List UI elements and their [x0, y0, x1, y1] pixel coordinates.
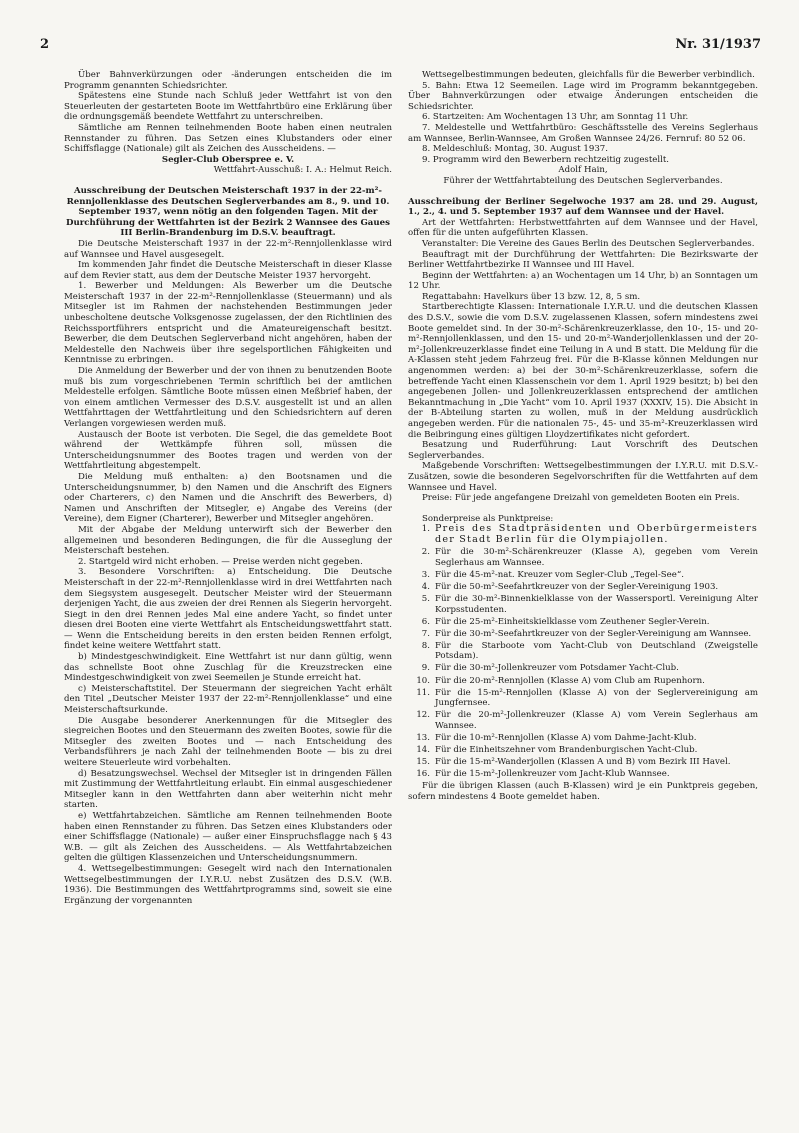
issue-number: Nr. 31/1937: [675, 37, 761, 52]
prize-item: [408, 663, 758, 674]
paragraph: 5. Bahn: Etwa 12 Seemeilen. Lage wird im Programm bekanntgegeben. Über Bahnverkürzungen oder etwaige Änderungen entscheiden die Schiedsrichter.: [408, 80, 758, 112]
paragraph: 8. Meldeschluß: Montag, 30. August 1937.: [422, 144, 608, 155]
paragraph: Wettsegelbestimmungen bedeuten, gleichfalls für die Bewerber verbindlich.: [422, 70, 755, 80]
paragraph: Veranstalter: Die Vereine des Gaues Berlin des Deutschen Seglerverbandes.: [422, 238, 755, 249]
prize-number: 10.: [416, 675, 430, 686]
prize-text: Für die 20-m²-Rennjollen (Klasse A) vom Club am Rupenhorn.: [435, 675, 705, 686]
prize-text: Für die 20-m²-Jollenkreuzer (Klasse A) vom Verein Seglerhaus am Wannsee.: [435, 710, 758, 731]
paragraph: Maßgebende Vorschriften: Wettsegelbestimmungen der I.Y.R.U. mit D.S.V.-Zusätzen, sowie die besonderen Segelvorschriften für die Wettfahrten auf dem Wannsee und Havel.: [408, 461, 758, 493]
paragraph: 4. Wettsegelbestimmungen: Gesegelt wird nach den Internationalen Wettsegelbestimmungen der I.Y.R.U. nebst Zusätzen des D.S.V. (W.B. 1936). Die Bestimmungen des Wettfahrtprogramms sind, soweit sie eine Ergänzung der vorgenannten: [64, 863, 392, 906]
paragraph: Beauftragt mit der Durchführung der Wettfahrten: Die Bezirkswarte der Berliner Wettfahrtbezirke II Wannsee und III Havel.: [408, 249, 758, 271]
prize-number: 16.: [416, 769, 430, 780]
prize-number: 7.: [421, 628, 430, 639]
paragraph: Über Bahnverkürzungen oder -änderungen entscheiden die im Programm genannten Schiedsrichter.: [64, 70, 392, 91]
prize-number: 2.: [421, 547, 430, 558]
left-column: [64, 70, 392, 906]
paragraph: Ausschreibung der Berliner Segelwoche 1937 am 28. und 29. August, 1., 2., 4. und 5. September 1937 auf dem Wannsee und der Havel.: [408, 196, 758, 218]
prize-text: Für die Einheitszehner vom Brandenburgischen Yacht-Club.: [435, 745, 698, 756]
prize-text: Für die 15-m²-Jollenkreuzer vom Jacht-Klub Wannsee.: [435, 769, 670, 780]
prize-text: Für die 15-m²-Rennjollen (Klasse A) von der Seglervereinigung am Jungfernsee.: [435, 687, 758, 709]
prize-item: [408, 733, 758, 744]
prize-item: [408, 688, 758, 709]
paragraph: Adolf Hain,: [558, 165, 608, 176]
right-column: [408, 70, 758, 803]
paragraph: Führer der Wettfahrtabteilung des Deutschen Seglerverbandes.: [443, 175, 723, 186]
paragraph: Spätestens eine Stunde nach Schluß jeder Wettfahrt ist von den Steuerleuten der gestarteten Boote im Wettfahrtbüro eine Erklärung über die ordnungsgemäß beendete Wettfahrt zu unterschreiben.: [64, 91, 392, 123]
paragraph: 1. Bewerber und Meldungen: Als Bewerber um die Deutsche Meisterschaft 1937 in der 22-m²-Rennjollenklasse (Steuermann) und als Mitsegler ist im Rahmen der nachstehenden Bestimmungen jeder unbescholtene deutsche Volksgenosse zugelassen, der den Richtlinien des Reichssportführers entspricht und die Amateureigenschaft besitzt. Bewerber, die dem Deutschen Seglerverband nicht angehören, haben der Meldestelle den Nachweis über ihre segelsportlichen Fähigkeiten und Kenntnisse zu erbringen.: [64, 281, 392, 366]
prize-number: 13.: [416, 733, 430, 744]
prize-number: 4.: [421, 581, 430, 592]
prize-number: 12.: [416, 710, 430, 721]
spacer: [64, 176, 392, 186]
prize-text: Für die 30-m²-Schärenkreuzer (Klasse A), gegeben vom Verein Seglerhaus am Wannsee.: [435, 547, 758, 568]
paragraph: 9. Programm wird den Bewerbern rechtzeitig zugestellt.: [422, 154, 670, 165]
prize-number: 11.: [416, 687, 430, 698]
paragraph: 7. Meldestelle und Wettfahrtbüro: Geschäftsstelle des Vereins Seglerhaus am Wannsee, Berlin-Wannsee, Am Großen Wannsee 24/26. Fernruf: 80 52 06.: [408, 122, 758, 144]
prize-number: 9.: [421, 663, 430, 674]
paragraph: Preise: Für jede angefangene Dreizahl von gemeldeten Booten ein Preis.: [422, 493, 740, 504]
spacer: [408, 187, 758, 197]
paragraph: c) Meisterschaftstitel. Der Steuermann der siegreichen Yacht erhält den Titel „Deutscher Meister 1937 der 22-m²-Rennjollenklasse“ und eine Meisterschaftsurkunde.: [64, 683, 392, 716]
prize-text: Für die 15-m²-Wanderjollen (Klassen A und B) vom Bezirk III Havel.: [435, 757, 731, 768]
paragraph: Regattabahn: Havelkurs über 13 bzw. 12, 8, 5 sm.: [422, 291, 641, 302]
paragraph: 2. Startgeld wird nicht erhoben. — Preise werden nicht gegeben.: [78, 556, 363, 567]
paragraph: Ausschreibung der Deutschen Meisterschaft 1937 in der 22-m²-Rennjollenklasse des Deutschen Seglerverbandes am 8., 9. und 10. September 1937, wenn nötig an den folgenden Tagen. Mit der Durchführung der Wettfahrten ist der Bezirk 2 Wannsee des Gaues III Berlin-Brandenburg im D.S.V. beauftragt.: [66, 185, 390, 239]
paragraph: Die Meldung muß enthalten: a) den Bootsnamen und die Unterscheidungsnummer, b) den Namen und die Anschrift des Eigners oder Charterers, c) den Namen und die Anschrift des Bewerbers, d) Namen und Anschriften der Mitsegler, e) Angabe des Vereins (der Vereine), dem Eigner (Charterer), Bewerber und Mitsegler angehören.: [64, 471, 392, 525]
paragraph: Die Deutsche Meisterschaft 1937 in der 22-m²-Rennjollenklasse wird auf Wannsee und Havel ausgesegelt.: [64, 238, 392, 260]
paragraph: d) Besatzungswechsel. Wechsel der Mitsegler ist in dringenden Fällen mit Zustimmung der Wettfahrtleitung erlaubt. Ein einmal ausgeschiedener Mitsegler kann in den Wettfahrten dann aber weiterhin nicht mehr starten.: [64, 768, 392, 811]
prize-text: Für die Starboote vom Yacht-Club von Deutschland (Zweigstelle Potsdam).: [435, 640, 758, 662]
prize-text: Für die 45-m²-nat. Kreuzer vom Segler-Club „Tegel-See“.: [435, 569, 684, 580]
page-number: 2: [40, 37, 50, 52]
paragraph: Segler-Club Oberspree e. V.: [161, 154, 295, 165]
paragraph: Die Ausgabe besonderer Anerkennungen für die Mitsegler des siegreichen Bootes und den Steuermann des zweiten Bootes, sowie für die Mitsegler des zweiten Bootes und — nach Entscheidung des Verbandsführers je nach Zahl der teilnehmenden Boote — bis zu drei weitere Steuerleute wird vorbehalten.: [64, 715, 392, 768]
prize-item: [408, 547, 758, 568]
paragraph: Art der Wettfahrten: Herbstwettfahrten auf dem Wannsee und der Havel, offen für die unten aufgeführten Klassen.: [408, 217, 758, 239]
prize-item: [408, 641, 758, 662]
paragraph: b) Mindestgeschwindigkeit. Eine Wettfahrt ist nur dann gültig, wenn das schnellste Boot ohne Zuschlag für die Kreuzstrecken eine Mindestgeschwindigkeit von zwei Seemeilen je Stunde erreicht hat.: [64, 652, 392, 684]
paragraph: Sonderpreise als Punktpreise:: [422, 513, 554, 524]
paragraph: 6. Startzeiten: Am Wochentagen 13 Uhr, am Sonntag 11 Uhr.: [422, 112, 689, 123]
prize-item: [408, 676, 758, 687]
paragraph: Startberechtigte Klassen: Internationale I.Y.R.U. und die deutschen Klassen des D.S.V., sowie die vom D.S.V. zugelassenen Klassen, sofern mindestens zwei Boote gemeldet sind. In der 30-m²-Schärenkreuzerklasse, den 10-, 15- und 20-m²-Rennjollenklassen, und den 15- und 20-m²-Wanderjollenklassen und der 20-m²-Jollenkreuzerklasse findet eine Teilung in A und B statt. Die Meldung für die A-Klassen steht jedem Fahrzeug frei. Für die B-Klasse können Meldungen nur angenommen werden: a) bei der 30-m²-Schärenkreuzerklasse, sofern die betreffende Yacht einen Klassenschein vor dem 1. April 1929 besitzt; b) bei den angegebenen Jollen- und Jollenkreuzerklassen entsprechend der amtlichen Bekanntmachung in „Die Yacht“ vom 10. April 1937 (XXXIV, 15). Die Absicht in der B-Abteilung starten zu wollen, muß in der Meldung ausdrücklich angegeben werden. Für die nationalen 75-, 45- und 35-m²-Kreuzerklassen wird die Beibringung eines gültigen Lloydzertifikates nicht gefordert.: [408, 302, 758, 440]
prize-item: [408, 582, 758, 593]
prize-item: [408, 617, 758, 628]
prize-item: [408, 524, 758, 545]
prize-item: [408, 710, 758, 731]
prize-text: Für die 30-m²-Binnenkielklasse von der Wassersportl. Vereinigung Alter Korpsstudenten.: [435, 593, 758, 615]
paragraph: Wettfahrt-Ausschuß: I. A.: Helmut Reich.: [213, 165, 392, 176]
spacer: [408, 504, 758, 514]
prize-number: 8.: [421, 640, 430, 651]
prize-text: Preis des Stadtpräsidenten und Oberbürgermeisters der Stadt Berlin für die Olympiajollen.: [435, 523, 758, 545]
right-column-text: [408, 70, 758, 524]
prize-number: 14.: [416, 745, 430, 756]
prize-item: [408, 769, 758, 780]
paragraph: Sämtliche am Rennen teilnehmenden Boote haben einen neutralen Rennstander zu führen. Das Setzen eines Klubstanders oder einer Schiffsflagge (Nationale) gilt als Zeichen des Ausscheidens. —: [64, 122, 392, 155]
paragraph: 3. Besondere Vorschriften: a) Entscheidung. Die Deutsche Meisterschaft in der 22-m²-Rennjollenklasse wird in drei Wettfahrten nach dem Siegsystem ausgesegelt. Deutscher Meister wird der Steuermann derjenigen Yacht, die aus zweien der drei Rennen als Siegerin hervorgeht. Siegt in den drei Rennen jedes Mal eine andere Yacht, so findet unter diesen drei Booten eine vierte Wettfahrt als Entscheidungswettfahrt statt. — Wenn die Entscheidung bereits in den ersten beiden Rennen erfolgt, findet keine weitere Wettfahrt statt.: [64, 567, 392, 652]
prize-item: [408, 629, 758, 640]
prize-number: 6.: [421, 616, 430, 627]
paragraph: Im kommenden Jahr findet die Deutsche Meisterschaft in dieser Klasse auf dem Revier statt, aus dem der Deutsche Meister 1937 hervorgeht.: [64, 260, 392, 281]
prize-item: [408, 745, 758, 756]
prize-text: Für die 30-m²-Jollenkreuzer vom Potsdamer Yacht-Club.: [435, 663, 679, 674]
prize-item: [408, 757, 758, 768]
prize-text: Für die 50-m²-Seefahrtkreuzer von der Segler-Vereinigung 1903.: [435, 581, 719, 592]
paragraph: Beginn der Wettfahrten: a) an Wochentagen um 14 Uhr, b) an Sonntagen um 12 Uhr.: [408, 270, 758, 292]
paragraph: Besatzung und Ruderführung: Laut Vorschrift des Deutschen Seglerverbandes.: [408, 440, 758, 461]
prize-text: Für die 30-m²-Seefahrtkreuzer von der Segler-Vereinigung am Wannsee.: [435, 628, 752, 639]
prize-text: Für die 10-m²-Rennjollen (Klasse A) vom Dahme-Jacht-Klub.: [435, 733, 697, 744]
paragraph: Die Anmeldung der Bewerber und der von ihnen zu benutzenden Boote muß bis zum vorgeschriebenen Termin schriftlich bei der amtlichen Meldestelle erfolgen. Sämtliche Boote müssen einen Meßbrief haben, der von einem amtlichen Vermesser des D.S.V. ausgestellt ist und an allen Wettfahrttagen der Wettfahrtleitung und den Schiedsrichtern auf deren Verlangen vorgewiesen werden muß.: [64, 366, 392, 429]
paragraph: Mit der Abgabe der Meldung unterwirft sich der Bewerber den allgemeinen und besonderen Bedingungen, die für die Ausseglung der Meisterschaft bestehen.: [64, 524, 392, 557]
prize-item: [408, 594, 758, 615]
prize-number: 15.: [416, 757, 430, 768]
closing-paragraph: Für die übrigen Klassen (auch B-Klassen) wird je ein Punktpreis gegeben, sofern mindestens 4 Boote gemeldet haben.: [408, 781, 758, 802]
paragraph: e) Wettfahrtabzeichen. Sämtliche am Rennen teilnehmenden Boote haben einen Rennstander zu führen. Das Setzen eines Klubstanders oder einer Schiffsflagge (Nationale) — außer einer Einspruchsflagge nach § 43 W.B. — gilt als Zeichen des Ausscheidens. — Als Wettfahrtabzeichen gelten die gültigen Klassenzeichen und Unterscheidungsnummern.: [64, 810, 392, 864]
prize-number: 1.: [421, 524, 430, 535]
paragraph: Austausch der Boote ist verboten. Die Segel, die das gemeldete Boot während der Wettkämpfe führen soll, müssen die Unterscheidungsnummer des Bootes tragen und werden von der Wettfahrtleitung abgestempelt.: [64, 429, 392, 472]
prize-number: 5.: [421, 593, 430, 604]
prize-list: [408, 524, 758, 780]
prize-item: [408, 570, 758, 581]
prize-text: Für die 25-m²-Einheitskielklasse vom Zeuthener Segler-Verein.: [435, 616, 710, 627]
prize-number: 3.: [421, 569, 430, 580]
